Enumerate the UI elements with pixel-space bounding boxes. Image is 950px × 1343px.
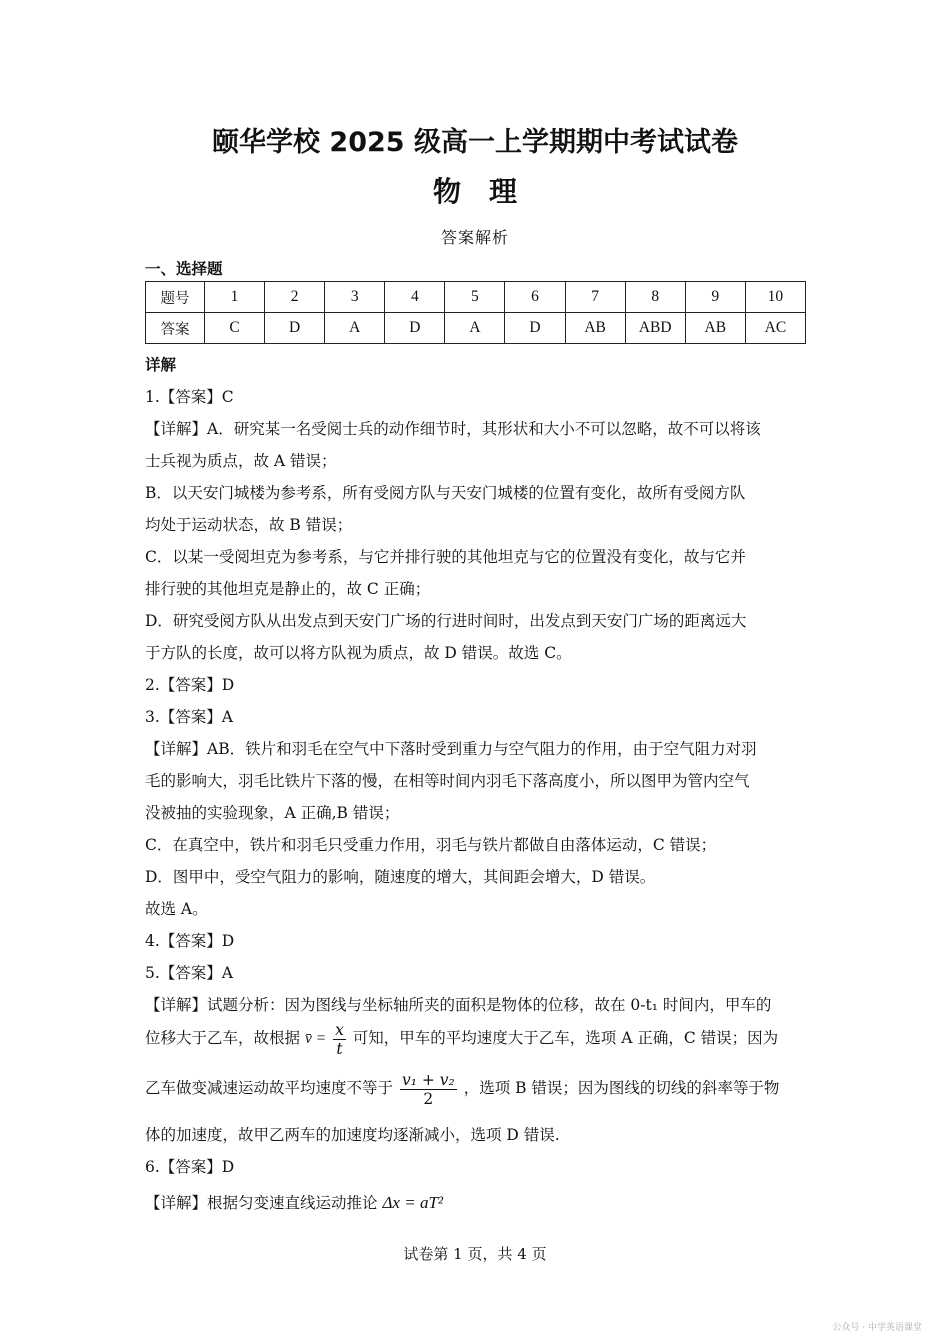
q5-text: 位移大于乙车，故根据 — [145, 1029, 301, 1047]
q6-detail-line — [145, 1193, 443, 1213]
subject-heading: 物 理 — [432, 175, 517, 208]
answer-cell: AC — [745, 313, 805, 344]
question-number-row — [146, 282, 806, 313]
q1-detail-line: D．研究受阅方队从出发点到天安门广场的行进时间时，出发点到天安门广场的距离远大 — [145, 612, 747, 630]
answer-cell: AB — [565, 313, 625, 344]
q3-detail-line: D．图甲中，受空气阻力的影响，随速度的增大，其间距会增大，D 错误。 — [145, 868, 656, 886]
q5-answer: 5.【答案】A — [145, 964, 233, 982]
question-number: 6 — [505, 282, 565, 313]
q5-detail-line: 体的加速度，故甲乙两车的加速度均逐渐减小，选项 D 错误. — [145, 1126, 560, 1144]
q3-detail-line: C．在真空中，铁片和羽毛只受重力作用，羽毛与铁片都做自由落体运动，C 错误； — [145, 836, 717, 854]
q1-detail-line: 排行驶的其他坦克是静止的，故 C 正确； — [145, 580, 431, 598]
q5-text: 可知，甲车的平均速度大于乙车，选项 A 正确，C 错误；因为 — [352, 1029, 779, 1047]
fraction-numerator: v₁ + v₂ — [401, 1070, 455, 1089]
q2-answer: 2.【答案】D — [145, 676, 235, 694]
answer-cell: D — [385, 313, 445, 344]
question-number: 10 — [745, 282, 805, 313]
displacement-formula: Δx = aT² — [382, 1193, 443, 1212]
answer-cell: C — [205, 313, 265, 344]
question-number: 9 — [685, 282, 745, 313]
question-number: 2 — [265, 282, 325, 313]
question-number: 4 — [385, 282, 445, 313]
question-number: 5 — [445, 282, 505, 313]
question-number: 8 — [625, 282, 685, 313]
answer-cell: A — [325, 313, 385, 344]
details-heading: 详解 — [145, 356, 177, 374]
answer-cell: D — [505, 313, 565, 344]
fraction-x-over-t — [333, 1021, 346, 1058]
q6-text: 【详解】根据匀变速直线运动推论 — [145, 1194, 378, 1212]
q1-detail-line: 士兵视为质点，故 A 错误； — [145, 452, 337, 470]
fraction-denominator: 2 — [423, 1089, 434, 1108]
q1-detail-line: 均处于运动状态，故 B 错误； — [145, 516, 353, 534]
q3-detail-line: 故选 A。 — [145, 900, 208, 918]
table-row-label: 题号 — [146, 282, 205, 313]
q5-detail-line-with-formula — [145, 1020, 778, 1058]
answer-table — [145, 281, 806, 344]
q5-detail-line: 【详解】试题分析：因为图线与坐标轴所夹的面积是物体的位移，故在 0-t₁ 时间内，甲车的 — [145, 996, 772, 1014]
table-row-label: 答案 — [146, 313, 205, 344]
q1-detail-line: 于方队的长度，故可以将方队视为质点，故 D 错误。故选 C。 — [145, 644, 572, 662]
q5-text: 乙车做变减速运动故平均速度不等于 — [145, 1079, 394, 1097]
q3-detail-line: 毛的影响大，羽毛比铁片下落的慢，在相等时间内羽毛下落高度小，所以图甲为管内空气 — [145, 772, 750, 790]
q1-answer: 1.【答案】C — [145, 388, 234, 406]
answer-cell: D — [265, 313, 325, 344]
fraction-numerator: x — [335, 1020, 344, 1039]
q1-detail-line: 【详解】A．研究某一名受阅士兵的动作细节时，其形状和大小不可以忽略，故不可以将该 — [145, 420, 761, 438]
exam-title: 颐华学校 2025 级高一上学期期中考试试卷 — [212, 127, 738, 158]
avg-velocity-formula: v̄ = — [304, 1030, 327, 1047]
answer-cell: A — [445, 313, 505, 344]
q5-detail-line-with-formula — [145, 1068, 779, 1108]
section-heading-choice: 一、选择题 — [145, 260, 223, 278]
q3-detail-line: 【详解】AB．铁片和羽毛在空气中下落时受到重力与空气阻力的作用，由于空气阻力对羽 — [145, 740, 757, 758]
answer-row — [146, 313, 806, 344]
page-footer: 试卷第 1 页，共 4 页 — [403, 1245, 547, 1263]
fraction-v1-plus-v2-over-2 — [400, 1071, 457, 1108]
q4-answer: 4.【答案】D — [145, 932, 235, 950]
q3-detail-line: 没被抽的实验现象，A 正确,B 错误； — [145, 804, 400, 822]
question-number: 1 — [205, 282, 265, 313]
fraction-denominator: t — [336, 1039, 343, 1058]
answer-analysis-subtitle: 答案解析 — [440, 228, 509, 247]
q1-detail-line: C．以某一受阅坦克为参考系，与它并排行驶的其他坦克与它的位置没有变化，故与它并 — [145, 548, 746, 566]
watermark: 公众号 · 中学英语课堂 — [832, 1323, 922, 1333]
q3-answer: 3.【答案】A — [145, 708, 233, 726]
question-number: 7 — [565, 282, 625, 313]
question-number: 3 — [325, 282, 385, 313]
q5-text: ，选项 B 错误；因为图线的切线的斜率等于物 — [463, 1079, 780, 1097]
q1-detail-line: B．以天安门城楼为参考系，所有受阅方队与天安门城楼的位置有变化，故所有受阅方队 — [145, 484, 746, 502]
answer-cell: ABD — [625, 313, 685, 344]
q6-answer: 6.【答案】D — [145, 1158, 235, 1176]
answer-cell: AB — [685, 313, 745, 344]
